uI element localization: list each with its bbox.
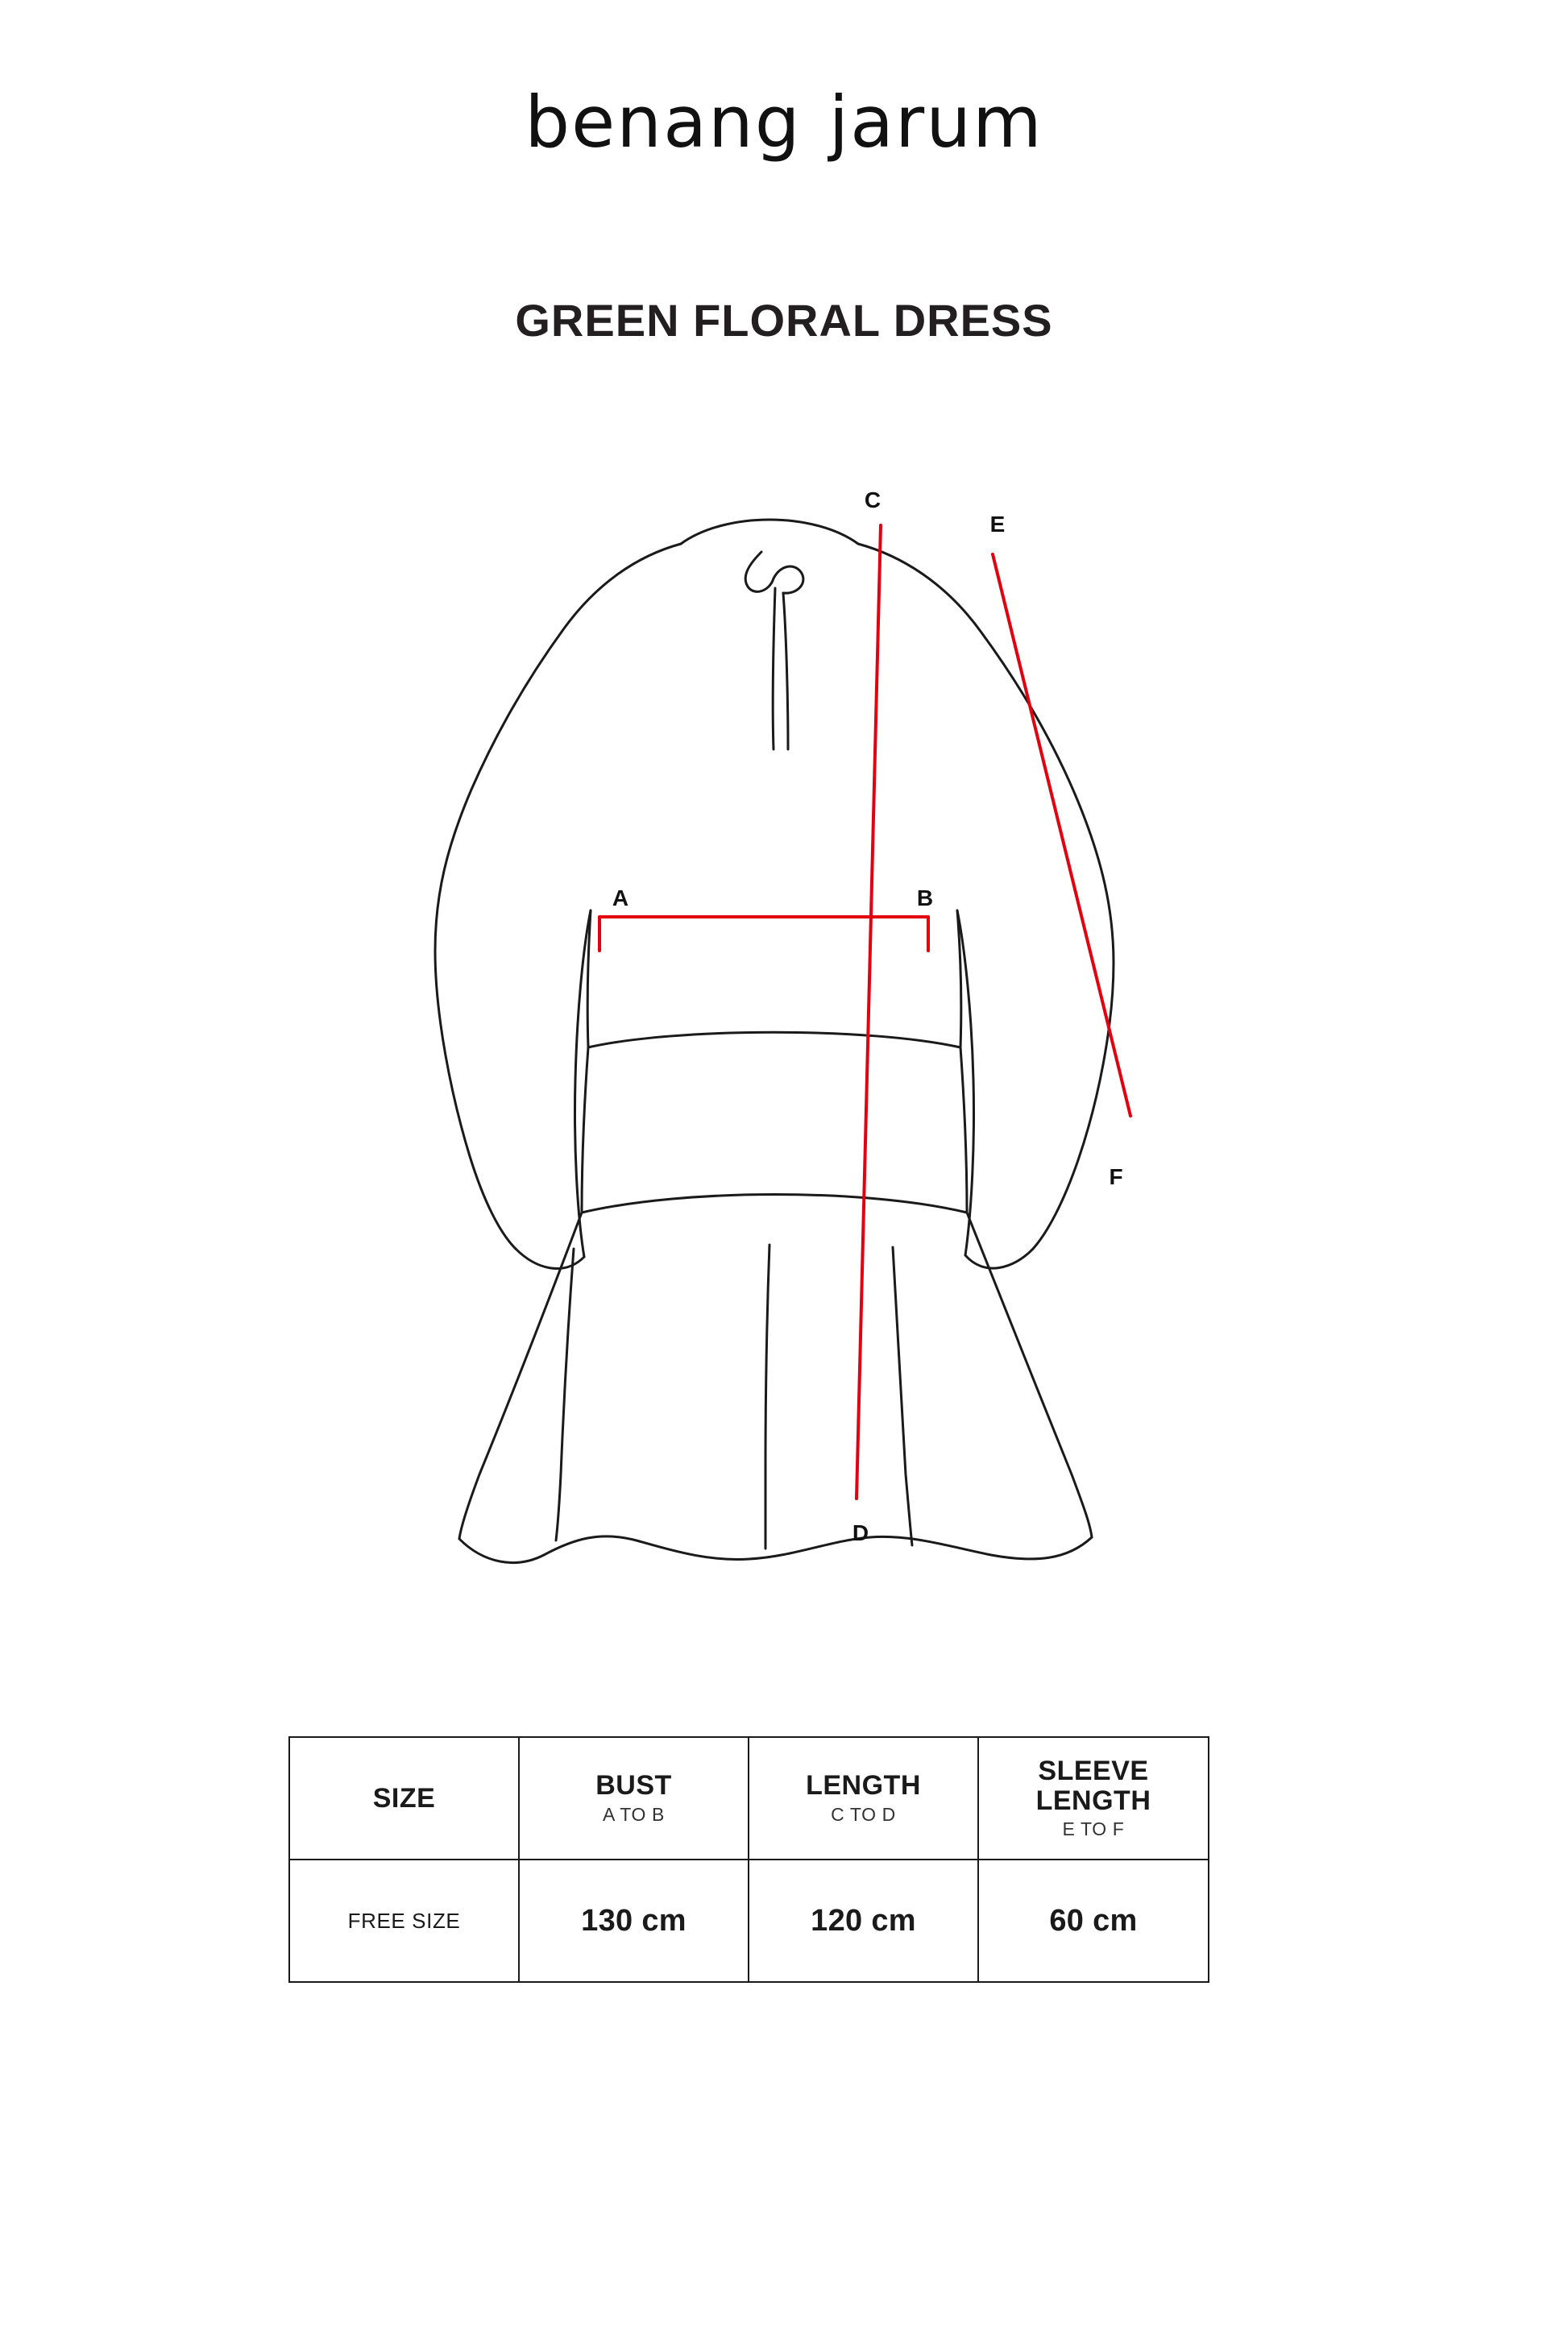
- table-header-length-sub: C TO D: [831, 1803, 896, 1825]
- neckline-path: [681, 520, 858, 544]
- cell-sleeve: 60 cm: [978, 1860, 1209, 1982]
- table-header-sleeve-sub: E TO F: [1062, 1818, 1125, 1840]
- label-a: A: [612, 885, 629, 910]
- label-f: F: [1109, 1164, 1123, 1189]
- label-d: D: [852, 1520, 869, 1545]
- table-header-size: [289, 1737, 519, 1860]
- dress-diagram: [0, 435, 1568, 1611]
- cell-bust: 130 cm: [519, 1860, 749, 1982]
- table-header-length: [749, 1737, 978, 1860]
- measure-line-length: [857, 525, 881, 1499]
- cell-size: FREE SIZE: [289, 1860, 519, 1982]
- table-header-bust-sub: A TO B: [603, 1803, 665, 1825]
- table-header-length-label: LENGTH: [806, 1770, 921, 1802]
- page-title: GREEN FLORAL DRESS: [515, 295, 1053, 346]
- table-header-bust: [519, 1737, 749, 1860]
- table-header-size-label: SIZE: [372, 1782, 436, 1814]
- table-row: [289, 1860, 1209, 1982]
- table-header-bust-label: BUST: [595, 1770, 672, 1802]
- cell-length: 120 cm: [749, 1860, 978, 1982]
- label-e: E: [989, 512, 1006, 537]
- table-header-sleeve: [978, 1737, 1209, 1860]
- brand-word-benang: benang: [525, 81, 802, 164]
- brand-word-jarum: jarum: [828, 81, 1043, 164]
- label-b: B: [916, 885, 934, 910]
- measure-line-sleeve: [993, 554, 1130, 1116]
- label-c: C: [864, 487, 881, 512]
- table-header-sleeve-label-line2: LENGTH: [1035, 1785, 1151, 1816]
- brand-logo: [0, 81, 1568, 164]
- size-table: [288, 1736, 1209, 1983]
- table-header-sleeve-label-line1: SLEEVE: [1038, 1755, 1149, 1786]
- table-header-row: [289, 1737, 1209, 1860]
